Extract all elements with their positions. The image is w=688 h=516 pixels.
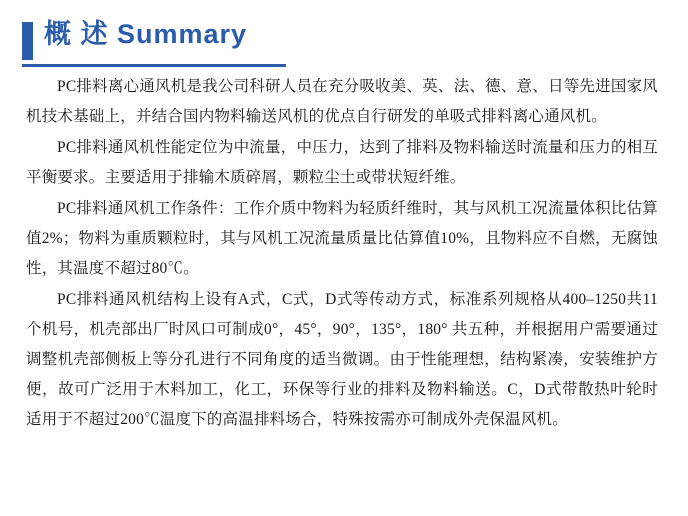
paragraph: PC排料通风机性能定位为中流量，中压力，达到了排料及物料输送时流量和压力的相互平衡要求。主要适用于排输木质碎屑，颗粒尘土或带状短纤维。 <box>26 139 658 186</box>
title-accent-bar <box>22 22 33 60</box>
document-body <box>0 68 688 435</box>
paragraph: PC排料离心通风机是我公司科研人员在充分吸收美、英、法、德、意、日等先进国家风机技术基础上，并结合国内物料输送风机的优点自行研发的单吸式排料离心通风机。 <box>26 78 658 125</box>
page-title-block <box>0 14 688 68</box>
page-title: 概 述 Summary <box>44 19 248 49</box>
paragraph: PC排料通风机结构上设有A式，C式，D式等传动方式，标准系列规格从400–1250共11个机号，机壳部出厂时风口可制成0°，45°，90°，135°，180° 共五种，并根据用户需要通过调整机壳部侧板上等分孔进行不同角度的适当微调。由于性能理想，结构紧凑，安装维护方便，故可广泛用于木料加工，化工，环保等行业的排料及物料输送。C，D式带散热叶轮时适用于不超过200℃温度下的高温排料场合，特殊按需亦可制成外壳保温风机。 <box>26 291 658 428</box>
title-underline <box>22 64 286 67</box>
document-page <box>0 14 688 516</box>
paragraph: PC排料通风机工作条件：工作介质中物料为轻质纤维时，其与风机工况流量体积比估算值2%；物料为重质颗粒时，其与风机工况流量质量比估算值10%，且物料应不自燃，无腐蚀性，其温度不超过80℃。 <box>26 200 658 277</box>
